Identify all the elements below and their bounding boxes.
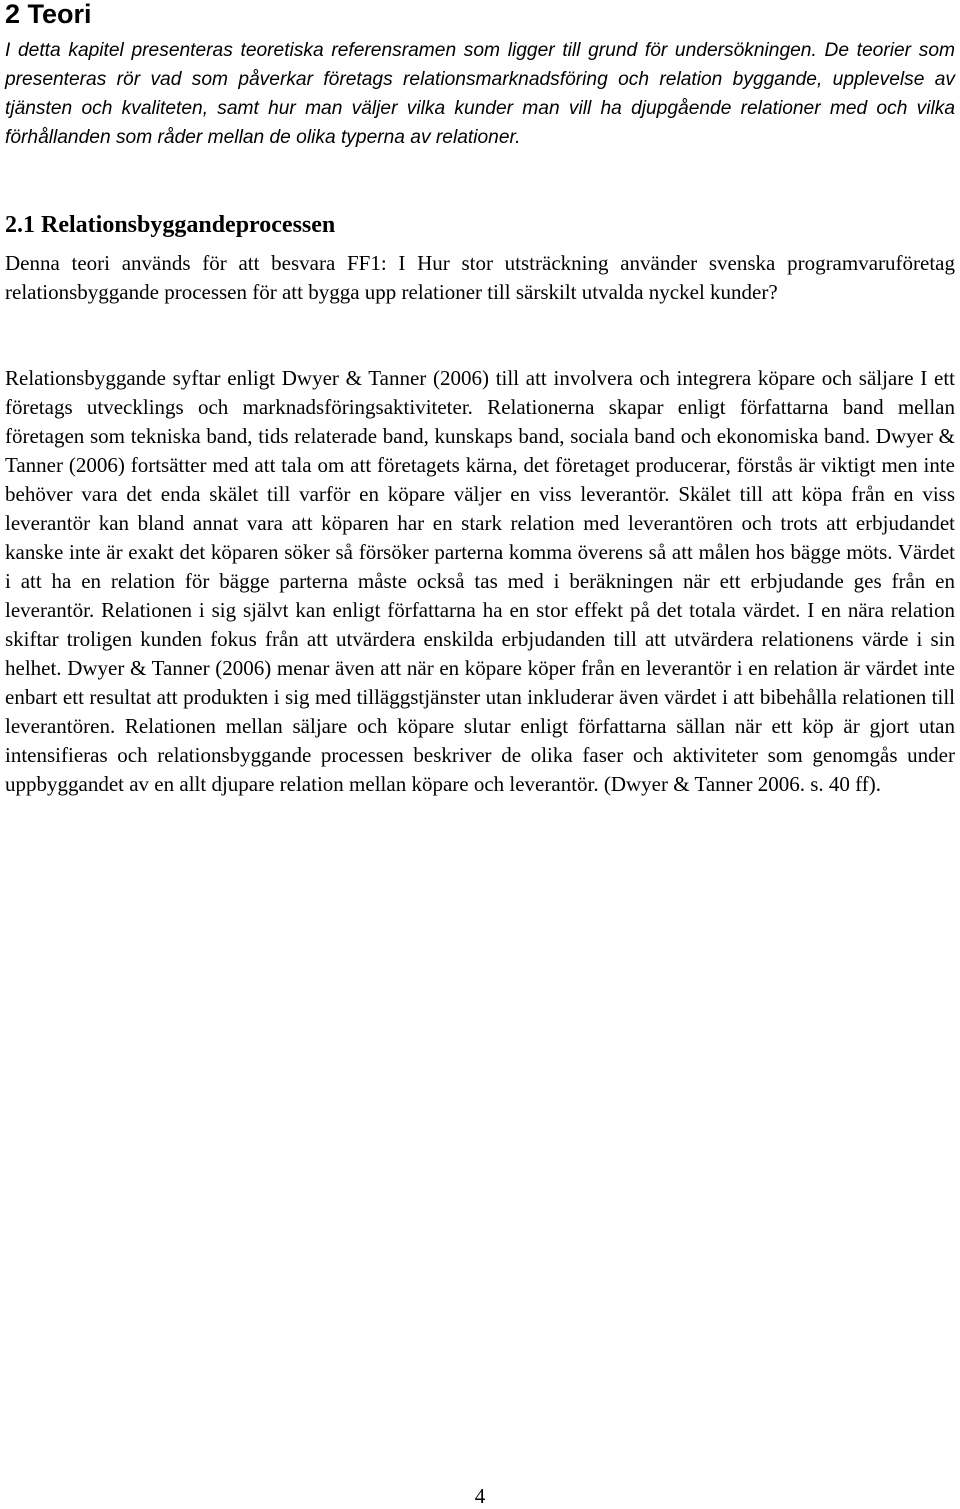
chapter-title: 2 Teori	[5, 0, 92, 29]
page-number: 4	[474, 1484, 486, 1508]
research-question-paragraph: Denna teori används för att besvara FF1: I Hur stor utsträckning använder svenska programvaruföretag relationsbyggande processen för att bygga upp relationer till särskilt utvalda nyckel kunder?	[5, 251, 955, 304]
theory-paragraph: Relationsbyggande syftar enligt Dwyer & Tanner (2006) till att involvera och integrera köpare och säljare I ett företags utvecklings och marknadsföringsaktiviteter. Relationerna skapar enligt författarna band mellan företagen som tekniska band, tids relaterade band, kunskaps band, sociala band och ekonomiska band. Dwyer & Tanner (2006) fortsätter med att tala om att företagets kärna, det företaget producerar, förstås är viktigt men inte behöver vara det enda skälet till varför en köpare väljer en viss leverantör. Skälet till att köpa från en viss leverantör kan bland annat vara att köparen har en stark relation med leverantören och trots att erbjudandet kanske inte är exakt det köparen söker så försöker parterna komma överens så att målen hos bägge möts. Värdet i att ha en relation för bägge parterna måste också tas med i beräkningen när ett erbjudande ges från en leverantör. Relationen i sig självt kan enligt författarna ha en stor effekt på det totala värdet. I en nära relation skiftar troligen kunden fokus från att utvärdera enskilda erbjudanden till att utvärdera relationens värde i sin helhet. Dwyer & Tanner (2006) menar även att när en köpare köper från en leverantör i en relation är värdet inte enbart ett resultat att produkten i sig med tilläggstjänster utan inkluderar även värdet i att bibehålla relationen till leverantören. Relationen mellan säljare och köpare slutar enligt författarna sällan när ett köp är gjort utan intensifieras och relationsbyggande processen beskriver de olika faser och aktiviteter som genomgås under uppbyggandet av en allt djupare relation mellan köpare och leverantör. (Dwyer & Tanner 2006. s. 40 ff).	[5, 366, 955, 796]
chapter-intro: I detta kapitel presenteras teoretiska referensramen som ligger till grund för undersökningen. De teorier som presenteras rör vad som påverkar företags relationsmarknadsföring och relation byggande, upplevelse av tjänsten och kvaliteten, samt hur man väljer vilka kunder man vill ha djupgående relationer med och vilka förhållanden som råder mellan de olika typerna av relationer.	[5, 40, 955, 148]
section-title: 2.1 Relationsbyggandeprocessen	[5, 212, 336, 238]
